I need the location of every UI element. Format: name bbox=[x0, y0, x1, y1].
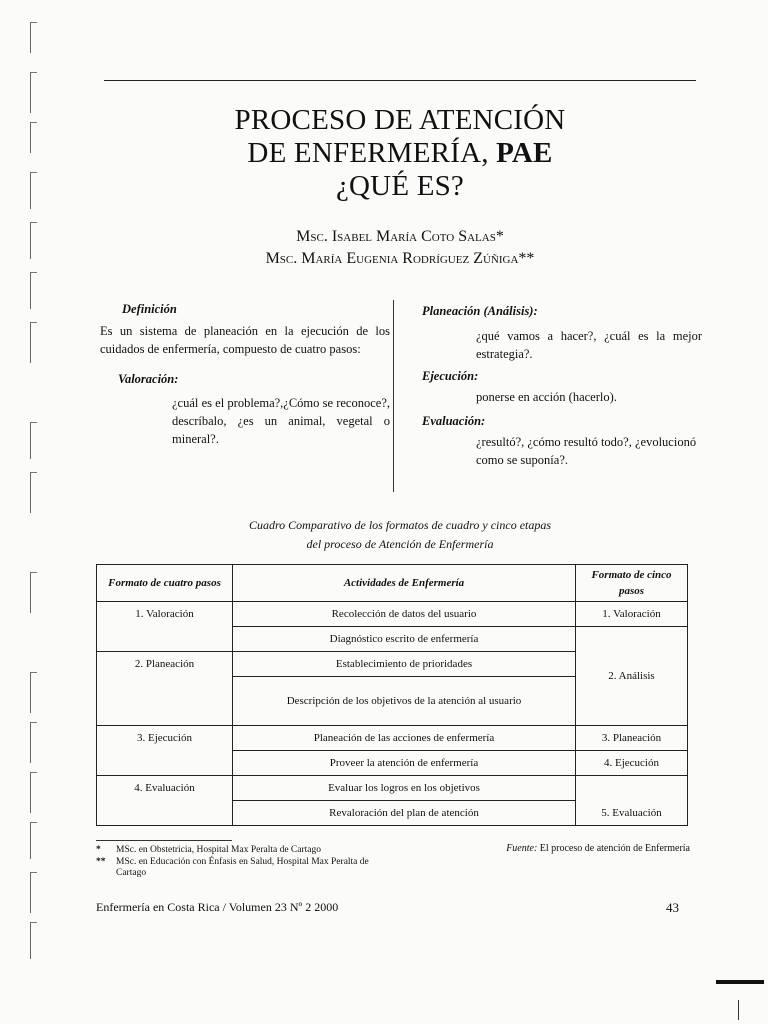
activity-cell: Descripción de los objetivos de la atención al usuario bbox=[233, 677, 576, 726]
ejecucion-text: ponerse en acción (hacerlo). bbox=[476, 390, 617, 404]
scan-artifact-mark bbox=[738, 1000, 739, 1020]
top-rule bbox=[104, 80, 696, 81]
ejecucion-heading: Ejecución: bbox=[422, 369, 479, 383]
four-step-cell: 2. Planeación bbox=[97, 652, 233, 726]
definicion-heading: Definición bbox=[122, 302, 177, 316]
activity-cell: Establecimiento de prioridades bbox=[233, 652, 576, 677]
footnote-text-2: MSc. en Educación con Énfasis en Salud, Hospital Max Peralta de Cartago bbox=[116, 856, 369, 878]
header-activities: Actividades de Enfermería bbox=[233, 565, 576, 602]
journal-footer: Enfermería en Costa Rica / Volumen 23 Nº 2 2000 bbox=[96, 900, 339, 914]
activity-cell: Evaluar los logros en los objetivos bbox=[233, 776, 576, 801]
evaluacion-text: ¿resultó?, ¿cómo resultó todo?, ¿evolucionó como se suponía?. bbox=[476, 435, 697, 467]
activity-cell: Diagnóstico escrito de enfermería bbox=[233, 627, 576, 652]
five-step-cell: 5. Evaluación bbox=[576, 776, 688, 826]
activity-cell: Revaloración del plan de atención bbox=[233, 801, 576, 826]
valoracion-text: ¿cuál es el problema?,¿Cómo se reconoce?, descríbalo, ¿es un animal, vegetal o mineral?. bbox=[172, 396, 390, 446]
footnote-mark-2: ** bbox=[96, 856, 106, 867]
four-step-cell: 3. Ejecución bbox=[97, 726, 233, 776]
comparison-table bbox=[96, 564, 688, 826]
article-title bbox=[104, 104, 696, 203]
footnote-mark-1: * bbox=[96, 845, 101, 855]
evaluacion-heading: Evaluación: bbox=[422, 414, 486, 428]
left-column bbox=[100, 300, 390, 448]
table-row bbox=[97, 776, 688, 801]
four-step-cell: 1. Valoración bbox=[97, 602, 233, 652]
caption-line-1: Cuadro Comparativo de los formatos de cuadro y cinco etapas bbox=[248, 518, 552, 532]
page-number: 43 bbox=[666, 900, 679, 915]
planeacion-text: ¿qué vamos a hacer?, ¿cuál es la mejor estrategia?. bbox=[476, 329, 702, 361]
footnote-2 bbox=[96, 857, 396, 880]
valoracion-heading: Valoración: bbox=[118, 372, 179, 386]
five-step-cell: 4. Ejecución bbox=[576, 751, 688, 776]
caption-line-2: del proceso de Atención de Enfermería bbox=[306, 537, 494, 551]
title-line-2 bbox=[104, 137, 696, 170]
header-five-steps: Formato de cinco pasos bbox=[576, 565, 688, 602]
title-line-3: ¿QUÉ ES? bbox=[335, 170, 465, 202]
five-step-cell: 3. Planeación bbox=[576, 726, 688, 751]
planeacion-heading: Planeación (Análisis): bbox=[422, 304, 538, 318]
footnote-rule bbox=[96, 840, 232, 841]
footnote-1 bbox=[96, 845, 396, 857]
scan-artifact-bar bbox=[716, 980, 764, 984]
header-four-steps: Formato de cuatro pasos bbox=[97, 565, 233, 602]
source-label: Fuente: bbox=[506, 843, 538, 854]
title-line-1: PROCESO DE ATENCIÓN bbox=[234, 104, 566, 136]
table-row bbox=[97, 726, 688, 751]
author-2: Msc. María Eugenia Rodríguez Zúñiga** bbox=[265, 250, 535, 267]
right-column bbox=[422, 302, 702, 469]
four-step-cell: 4. Evaluación bbox=[97, 776, 233, 826]
author-1: Msc. Isabel María Coto Salas* bbox=[296, 228, 504, 245]
title-line-2-prefix: DE ENFERMERÍA, bbox=[247, 137, 497, 169]
authors bbox=[104, 226, 696, 270]
source-text: El proceso de atención de Enfermería bbox=[539, 843, 690, 854]
table-caption bbox=[180, 516, 620, 554]
five-step-cell: 2. Análisis bbox=[576, 627, 688, 726]
footnote-text-1: MSc. en Obstetricia, Hospital Max Peralta de Cartago bbox=[116, 845, 321, 855]
table-row bbox=[97, 602, 688, 627]
title-pae: PAE bbox=[496, 137, 553, 169]
activity-cell: Recolección de datos del usuario bbox=[233, 602, 576, 627]
binding-marks bbox=[24, 12, 44, 1012]
column-divider bbox=[393, 300, 394, 492]
table-header-row bbox=[97, 565, 688, 602]
table-source bbox=[440, 843, 690, 854]
activity-cell: Planeación de las acciones de enfermería bbox=[233, 726, 576, 751]
five-step-cell: 1. Valoración bbox=[576, 602, 688, 627]
definicion-text: Es un sistema de planeación en la ejecución de los cuidados de enfermería, compuesto de cuatro pasos: bbox=[100, 324, 390, 356]
activity-cell: Proveer la atención de enfermería bbox=[233, 751, 576, 776]
footnotes bbox=[96, 845, 396, 880]
